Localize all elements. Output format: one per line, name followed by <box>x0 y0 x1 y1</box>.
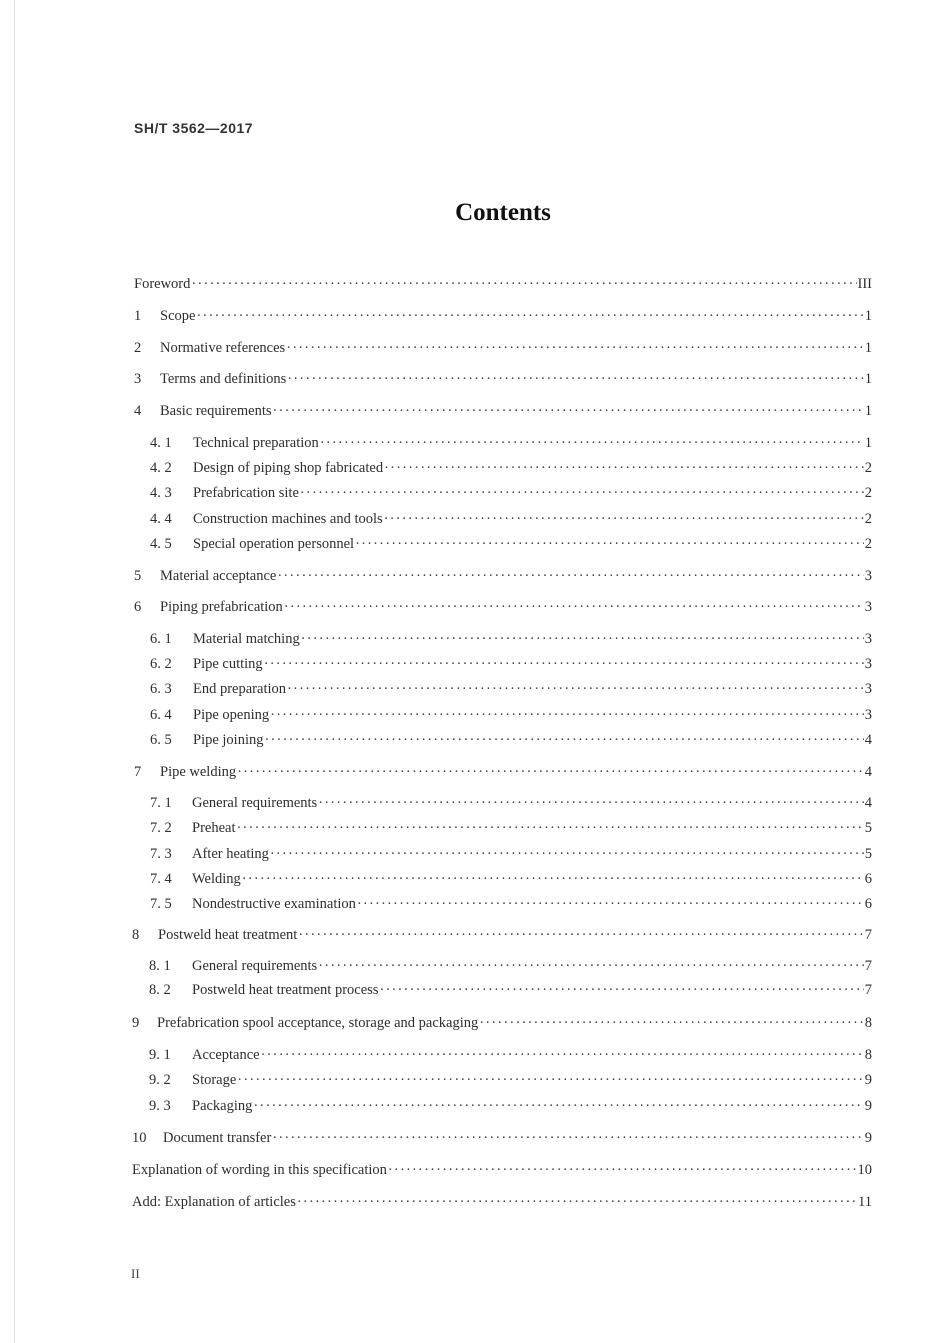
toc-entry-page: 10 <box>857 1162 872 1178</box>
dot-leader <box>277 568 863 585</box>
toc-entry-page: 4 <box>864 795 872 811</box>
toc-entry[interactable] <box>150 536 872 553</box>
toc-entry[interactable] <box>134 308 872 325</box>
toc-entry[interactable] <box>150 871 872 888</box>
dot-leader <box>320 435 864 452</box>
toc-entry[interactable] <box>132 1130 872 1147</box>
toc-entry-page: 1 <box>864 403 872 419</box>
toc-entry[interactable] <box>132 927 872 944</box>
toc-entry-title: Explanation of wording in this specification <box>132 1162 387 1178</box>
toc-entry-page: 3 <box>864 631 872 647</box>
toc-entry[interactable] <box>150 795 872 812</box>
toc-entry-page: 2 <box>864 511 872 527</box>
toc-entry-title: Pipe opening <box>193 707 270 723</box>
toc-entry-title: After heating <box>192 846 269 862</box>
toc-entry-number: 7. 3 <box>150 846 172 862</box>
toc-entry-title: Foreword <box>134 276 191 292</box>
toc-entry-page: 2 <box>864 460 872 476</box>
dot-leader <box>298 927 863 944</box>
toc-entry-title: End preparation <box>193 681 287 697</box>
toc-entry-number: 4. 5 <box>150 536 172 552</box>
toc-entry-number: 4. 2 <box>150 460 172 476</box>
dot-leader <box>272 1130 863 1147</box>
dot-leader <box>318 958 864 975</box>
toc-entry-title: Material acceptance <box>160 568 277 584</box>
dot-leader <box>388 1162 857 1179</box>
toc-entry[interactable] <box>150 846 872 863</box>
toc-entry-title: Material matching <box>193 631 300 647</box>
page-title: Contents <box>455 199 551 226</box>
toc-entry-number: 6. 3 <box>150 681 172 697</box>
toc-entry-title: Normative references <box>160 340 286 356</box>
toc-entry[interactable] <box>150 707 872 724</box>
toc-entry-page: 5 <box>864 846 872 862</box>
toc-entry-page: 8 <box>864 1047 872 1063</box>
dot-leader <box>196 308 863 325</box>
toc-entry-title: General requirements <box>192 795 318 811</box>
toc-entry[interactable] <box>134 764 872 781</box>
toc-entry-page: 4 <box>864 764 872 780</box>
toc-entry-page: 3 <box>864 599 872 615</box>
toc-entry-number: 4. 1 <box>150 435 172 451</box>
dot-leader <box>301 631 864 648</box>
toc-entry[interactable] <box>134 340 872 357</box>
toc-entry-title: Storage <box>192 1072 237 1088</box>
dot-leader <box>300 485 864 502</box>
toc-entry-page: 6 <box>864 871 872 887</box>
toc-entry-page: III <box>857 276 872 292</box>
dot-leader <box>384 511 864 528</box>
toc-entry-number: 7. 5 <box>150 896 172 912</box>
toc-entry-page: 7 <box>864 958 872 974</box>
toc-entry-title: Preheat <box>192 820 236 836</box>
toc-entry[interactable] <box>149 1098 872 1115</box>
toc-entry-number: 5 <box>134 568 142 584</box>
dot-leader <box>357 896 864 913</box>
toc-entry-title: General requirements <box>192 958 318 974</box>
dot-leader <box>264 656 864 673</box>
toc-entry[interactable] <box>150 656 872 673</box>
toc-entry-number: 8. 2 <box>149 982 171 998</box>
page-number: II <box>131 1266 140 1281</box>
toc-entry-number: 6. 1 <box>150 631 172 647</box>
toc-entry-title: Piping prefabrication <box>160 599 283 615</box>
toc-entry[interactable] <box>150 820 872 837</box>
dot-leader <box>287 371 864 388</box>
toc-entry[interactable] <box>149 1072 872 1089</box>
toc-entry-number: 7. 1 <box>150 795 172 811</box>
toc-entry-page: 4 <box>864 732 872 748</box>
toc-entry-page: 8 <box>864 1015 872 1031</box>
toc-entry[interactable] <box>150 631 872 648</box>
toc-entry-number: 9. 3 <box>149 1098 171 1114</box>
toc-entry-page: 1 <box>864 371 872 387</box>
toc-entry-title: Pipe welding <box>160 764 237 780</box>
dot-leader <box>297 1194 857 1211</box>
toc-entry-title: Construction machines and tools <box>193 511 383 527</box>
toc-entry-title: Pipe cutting <box>193 656 263 672</box>
standard-code: SH/T 3562—2017 <box>134 120 254 136</box>
toc-entry-number: 3 <box>134 371 142 387</box>
toc-entry-number: 8 <box>132 927 140 943</box>
toc-entry[interactable] <box>134 599 872 616</box>
dot-leader <box>236 820 863 837</box>
toc-entry-title: Packaging <box>192 1098 253 1114</box>
toc-entry-page: 3 <box>864 568 872 584</box>
toc-entry[interactable] <box>132 1194 872 1211</box>
toc-entry-page: 1 <box>864 435 872 451</box>
toc-entry-number: 9 <box>132 1015 140 1031</box>
toc-entry[interactable] <box>149 1047 872 1064</box>
toc-entry-page: 2 <box>864 536 872 552</box>
toc-entry-page: 9 <box>864 1098 872 1114</box>
toc-entry-title: Welding <box>192 871 241 887</box>
toc-entry-page: 7 <box>864 982 872 998</box>
dot-leader <box>287 681 864 698</box>
toc-entry-page: 1 <box>864 308 872 324</box>
toc-entry-page: 1 <box>864 340 872 356</box>
toc-entry-title: Document transfer <box>163 1130 272 1146</box>
toc-entry-page: 11 <box>858 1194 872 1210</box>
dot-leader <box>273 403 864 420</box>
dot-leader <box>270 707 864 724</box>
toc-entry-number: 4. 3 <box>150 485 172 501</box>
toc-entry-number: 6. 4 <box>150 707 172 723</box>
dot-leader <box>384 460 864 477</box>
toc-entry[interactable] <box>132 1015 872 1032</box>
dot-leader <box>191 276 856 293</box>
toc-entry-number: 6. 2 <box>150 656 172 672</box>
toc-entry-page: 9 <box>864 1072 872 1088</box>
toc-entry-page: 3 <box>864 681 872 697</box>
toc-entry-page: 3 <box>864 707 872 723</box>
toc-entry-page: 9 <box>864 1130 872 1146</box>
toc-entry-page: 3 <box>864 656 872 672</box>
toc-entry-title: Prefabrication spool acceptance, storage and packaging <box>157 1015 479 1031</box>
toc-entry-title: Design of piping shop fabricated <box>193 460 384 476</box>
toc-entry-number: 7 <box>134 764 142 780</box>
dot-leader <box>242 871 864 888</box>
toc-entry-number: 4 <box>134 403 142 419</box>
dot-leader <box>237 1072 863 1089</box>
toc-entry-title: Prefabrication site <box>193 485 299 501</box>
toc-entry[interactable] <box>134 403 872 420</box>
toc-entry[interactable] <box>134 371 872 388</box>
dot-leader <box>284 599 864 616</box>
toc-entry-number: 2 <box>134 340 142 356</box>
toc-entry[interactable] <box>134 568 872 585</box>
dot-leader <box>261 1047 864 1064</box>
toc-entry[interactable] <box>150 435 872 452</box>
dot-leader <box>479 1015 863 1032</box>
toc-entry-page: 7 <box>864 927 872 943</box>
dot-leader <box>379 982 863 999</box>
toc-entry-title: Terms and definitions <box>160 371 287 387</box>
toc-entry-number: 7. 2 <box>150 820 172 836</box>
toc-entry-number: 9. 1 <box>149 1047 171 1063</box>
toc-entry-title: Scope <box>160 308 196 324</box>
toc-entry[interactable] <box>150 896 872 913</box>
toc-entry-title: Special operation personnel <box>193 536 355 552</box>
toc-entry-title: Pipe joining <box>193 732 264 748</box>
toc-entry[interactable] <box>149 958 872 975</box>
toc-entry[interactable] <box>134 276 872 293</box>
toc-entry-title: Postweld heat treatment process <box>192 982 379 998</box>
toc-entry-number: 9. 2 <box>149 1072 171 1088</box>
toc-entry[interactable] <box>149 982 872 999</box>
toc-entry[interactable] <box>150 732 872 749</box>
toc-entry[interactable] <box>150 511 872 528</box>
toc-entry[interactable] <box>150 681 872 698</box>
toc-entry-number: 1 <box>134 308 142 324</box>
toc-entry-title: Nondestructive examination <box>192 896 356 912</box>
dot-leader <box>355 536 864 553</box>
toc-entry-title: Add: Explanation of articles <box>132 1194 296 1210</box>
dot-leader <box>265 732 864 749</box>
dot-leader <box>286 340 864 357</box>
toc-entry-title: Acceptance <box>192 1047 260 1063</box>
toc-entry-title: Basic requirements <box>160 403 272 419</box>
toc-entry-number: 6 <box>134 599 142 615</box>
toc-entry-number: 6. 5 <box>150 732 172 748</box>
dot-leader <box>270 846 864 863</box>
toc-entry-number: 8. 1 <box>149 958 171 974</box>
toc-entry-title: Technical preparation <box>193 435 319 451</box>
toc-entry[interactable] <box>150 485 872 502</box>
dot-leader <box>318 795 864 812</box>
dot-leader <box>253 1098 863 1115</box>
toc-entry-number: 7. 4 <box>150 871 172 887</box>
toc-entry-page: 2 <box>864 485 872 501</box>
dot-leader <box>237 764 864 781</box>
toc-entry[interactable] <box>132 1162 872 1179</box>
toc-entry-number: 4. 4 <box>150 511 172 527</box>
toc-entry[interactable] <box>150 460 872 477</box>
toc-entry-page: 6 <box>864 896 872 912</box>
toc-entry-title: Postweld heat treatment <box>158 927 298 943</box>
toc-entry-number: 10 <box>132 1130 147 1146</box>
toc-entry-page: 5 <box>864 820 872 836</box>
